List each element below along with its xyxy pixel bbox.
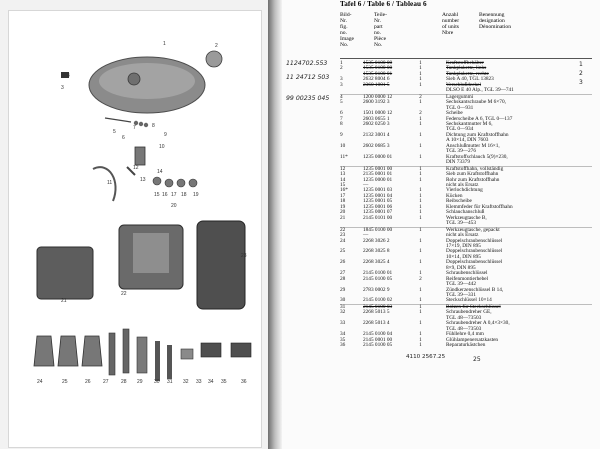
table-cell-designation: Tankplakette, rechte — [446, 70, 489, 77]
handwritten-mark: 25 — [473, 356, 481, 363]
table-cell-designation: TGL 39—276 — [446, 148, 476, 155]
table-cell-image-no: 3 — [340, 81, 343, 88]
table-cell-designation: A 10×14, DIN 7603 — [446, 137, 489, 144]
table-cell-designation: TGL 48—73503 — [446, 314, 482, 321]
callout-number: 20 — [171, 203, 177, 209]
table-cell-designation: Fühllehre 0,4 mm — [446, 331, 484, 338]
table-cell-part-no: 2783 0002 9 — [363, 286, 390, 293]
table-cell-image-no: 18 — [340, 198, 346, 205]
table-cell-part-no: 2145 0101 00 — [363, 214, 393, 221]
table-cell-qty: 1 — [419, 226, 422, 233]
table-cell-part-no: 1845 0100 00 — [363, 226, 393, 233]
header-col-image-no — [340, 12, 370, 49]
table-cell-part-no: 1501 0000 12 — [363, 110, 393, 117]
table-cell-designation: Federscheibe A 6, TGL 0—137 — [446, 115, 513, 122]
header-text: No. — [340, 42, 349, 49]
table-cell-image-no: 21 — [340, 214, 346, 221]
tank-cap-loose — [206, 51, 222, 67]
callout-number: 25 — [62, 379, 68, 385]
table-cell-designation: Scheibe — [446, 110, 463, 117]
table-cell-qty: 1 — [419, 153, 422, 160]
left-page — [0, 0, 268, 449]
callout-number: 32 — [183, 379, 189, 385]
callout-number: 7 — [133, 125, 136, 131]
table-cell-designation: Doppelschraubenschlüssel — [446, 259, 503, 266]
table-cell-image-no: 27 — [340, 270, 346, 277]
callout-number: 3 — [61, 85, 64, 91]
table-cell-qty: 2 — [419, 110, 422, 117]
header-text: of units — [442, 24, 459, 31]
table-cell-part-no: 1235 0001 06 — [363, 203, 393, 210]
header-col-designation — [479, 12, 589, 30]
callout-number: 13 — [140, 177, 146, 183]
table-cell-designation: Sieb zum Kraftstoffhahn — [446, 171, 499, 178]
table-cell-designation: Schraubenschlüssel — [446, 270, 488, 277]
table-cell-qty: 1 — [419, 320, 422, 327]
table-cell-part-no: 1235 0001 00 — [363, 165, 393, 172]
table-title: Tafel 6 / Table 6 / Tableau 6 — [340, 0, 427, 8]
handwritten-note: 1124702.553 — [286, 60, 328, 67]
callout-number: 29 — [137, 379, 143, 385]
wrench-3 — [82, 336, 102, 366]
callout-number: 6 — [122, 135, 125, 141]
screwdriver — [167, 345, 172, 379]
table-cell-designation: TGL 48—73503 — [446, 325, 482, 332]
callout-number: 16 — [162, 192, 168, 198]
table-cell-image-no: 29 — [340, 286, 346, 293]
table-cell-part-no: 2600 3192 3 — [363, 99, 390, 106]
table-cell-designation: TGL 39—442 — [446, 281, 476, 288]
table-cell-qty: 1 — [419, 131, 422, 138]
table-cell-designation: 17×19, DIN 895 — [446, 242, 481, 249]
table-cell-designation: Werkzeugtasche, gepackt — [446, 226, 500, 233]
tool-rod — [123, 329, 129, 373]
table-cell-designation: Anschlußmutter M 16×1, — [446, 142, 500, 149]
feeler-gauge — [181, 349, 193, 359]
table-cell-image-no: 20 — [340, 209, 346, 216]
table-cell-part-no: 1235 0000 01 — [363, 176, 393, 183]
header-text: no. — [374, 30, 381, 37]
callout-number: 21 — [61, 298, 67, 304]
callout-number: 27 — [103, 379, 109, 385]
callout-number: 30 — [154, 379, 160, 385]
callout-number: 10 — [159, 144, 165, 150]
table-cell-qty: 1 — [419, 99, 422, 106]
table-cell-image-no: 10 — [340, 142, 346, 149]
fitting — [189, 179, 197, 187]
table-cell-designation: TGL 0—934 — [446, 126, 474, 133]
table-cell-designation: Kraftstoffschlauch 5(9)×230, — [446, 153, 508, 160]
table-cell-qty: 1 — [419, 165, 422, 172]
wrench-1 — [34, 336, 54, 366]
callout-number: 12 — [133, 165, 139, 171]
callout-number: 5 — [113, 129, 116, 135]
table-cell-image-no: 36 — [340, 342, 346, 349]
fitting — [165, 179, 173, 187]
fitting — [177, 179, 185, 187]
table-cell-qty: 2 — [419, 275, 422, 282]
header-text: Nr. — [374, 18, 381, 25]
table-cell-qty: 1 — [419, 270, 422, 277]
callout-number: 14 — [157, 169, 163, 175]
header-text: no. — [340, 30, 347, 37]
table-cell-qty: 2 — [419, 93, 422, 100]
table-cell-image-no: 24 — [340, 237, 346, 244]
header-text: No. — [374, 42, 383, 49]
callout-number: 4 — [67, 73, 70, 79]
bolt-rod — [105, 118, 131, 122]
socket-wrench — [137, 337, 147, 373]
callout-number: 35 — [221, 379, 227, 385]
table-cell-qty: 1 — [419, 60, 422, 66]
tool-bag-right — [197, 221, 245, 309]
table-cell-image-no: 12 — [340, 165, 346, 172]
table-cell-designation: Zündkerzenschlüssel B 14, — [446, 286, 504, 293]
header-text: Bild- — [340, 12, 352, 18]
table-cell-image-no: 32 — [340, 309, 346, 316]
header-text: number — [442, 18, 460, 25]
table-cell-part-no: 2145 0100 03 — [363, 303, 393, 310]
table-cell-designation: Werkzeugtasche B, — [446, 214, 487, 221]
table-cell-part-no: — — [363, 181, 369, 188]
washer — [139, 122, 143, 126]
table-cell-designation: Reibscheibe — [446, 198, 472, 205]
table-cell-part-no: 1235 0001 04 — [363, 192, 393, 199]
table-cell-part-no: 1535 0100 01 — [363, 70, 393, 77]
repair-box — [231, 343, 251, 357]
fuel-valve — [135, 147, 145, 165]
tool-bag-left — [37, 247, 93, 299]
table-cell-designation: Verschlußdeckel — [446, 81, 482, 88]
table-cell-part-no: 2135 0001 01 — [363, 171, 393, 178]
table-cell-image-no: 3 — [340, 76, 343, 83]
table-cell-designation: Schraubendreher A 0,4×3×30, — [446, 320, 510, 327]
table-cell-qty: 1 — [419, 309, 422, 316]
table-cell-qty: 1 — [419, 336, 422, 343]
table-cell-image-no: 30 — [340, 297, 346, 304]
table-cell-part-no: 1200 0000 12 — [363, 93, 393, 100]
table-cell-qty: 1 — [419, 237, 422, 244]
table-cell-designation: nicht als Ersatz — [446, 181, 479, 188]
table-cell-designation: Schraubendreher GE, — [446, 309, 492, 316]
callout-number: 1 — [163, 41, 166, 47]
table-cell-designation: Steckschlüssel 10×14 — [446, 297, 492, 304]
table-cell-part-no: 2268 3025 8 — [363, 248, 390, 255]
table-cell-qty: 1 — [419, 331, 422, 338]
table-cell-qty: 1 — [419, 342, 422, 349]
table-cell-qty: 1 — [419, 70, 422, 77]
tool-rod — [109, 333, 115, 375]
table-cell-part-no: 1535 0100 00 — [363, 60, 393, 66]
table-cell-designation: Tankplakette, links — [446, 65, 487, 72]
table-cell-part-no: 2268 3026 2 — [363, 237, 390, 244]
parts-illustration — [9, 11, 261, 447]
table-cell-designation: Kücken — [446, 192, 463, 199]
callout-number: 9 — [164, 132, 167, 138]
table-cell-designation: Lagergummi — [446, 93, 474, 100]
parts-illustration-panel — [8, 10, 262, 448]
header-text: Benennung — [479, 12, 505, 18]
handwritten-mark: 4110 2567.25 — [406, 354, 446, 360]
table-cell-qty: 1 — [419, 297, 422, 304]
table-cell-designation: TGL 39—331 — [446, 292, 476, 299]
table-cell-part-no: 2268 5013 4 — [363, 320, 390, 327]
table-cell-image-no: 26 — [340, 259, 346, 266]
table-cell-qty: 1 — [419, 303, 422, 310]
table-cell-designation: Sechskantschraube M 6×70, — [446, 99, 506, 106]
table-cell-qty: 1 — [419, 192, 422, 199]
table-cell-designation: nicht als Ersatz — [446, 232, 479, 239]
callout-number: 31 — [167, 379, 173, 385]
handwritten-mark: 1 — [579, 61, 583, 68]
callout-number: 8 — [152, 123, 155, 129]
table-cell-designation: DLSO E 40 Alp., TGL 39—741 — [446, 87, 514, 94]
table-cell-qty: 1 — [419, 176, 422, 183]
table-cell-qty: 1 — [419, 187, 422, 194]
header-text: Anzahl — [442, 12, 459, 18]
table-cell-designation: Bolzen für Steckschlüssel — [446, 303, 501, 310]
parts-table — [340, 61, 592, 349]
wrench-2 — [58, 336, 78, 366]
table-cell-image-no: 17 — [340, 192, 346, 199]
handwritten-note: 11 24712 503 — [286, 74, 330, 81]
callout-number: 36 — [241, 379, 247, 385]
table-cell-designation: Schlauchanschluß — [446, 209, 485, 216]
table-cell-part-no: 2602 0685 3 — [363, 142, 390, 149]
table-cell-image-no: 11* — [340, 153, 348, 160]
header-text: Teile- — [374, 12, 387, 18]
fuel-tank-highlight — [99, 63, 195, 99]
table-cell-designation: Doppelschraubenschlüssel — [446, 237, 503, 244]
handwritten-mark: 3 — [579, 79, 583, 86]
table-cell-designation: Kraftstoffhahn, vollständig — [446, 165, 504, 172]
table-cell-part-no: 2632 8004 6 — [363, 76, 390, 83]
table-cell-part-no: 2145 0100 02 — [363, 297, 393, 304]
table-cell-designation: Kraftstoffbehälter — [446, 60, 484, 66]
table-cell-part-no: 1235 0001 03 — [363, 187, 393, 194]
table-cell-designation: Klemmfeder für Kraftstoffhahn — [446, 203, 513, 210]
table-cell-designation: Reifenmontierhebel — [446, 275, 489, 282]
header-text: Nbre — [442, 30, 454, 37]
table-cell-image-no: 6 — [340, 110, 343, 117]
header-text: Nr. — [340, 18, 347, 25]
header-text: fig. — [340, 24, 348, 31]
screwdriver — [155, 341, 160, 381]
header-col-part-no — [374, 12, 434, 49]
table-cell-image-no: 1 — [340, 60, 343, 66]
table-cell-designation: Doppelschraubenschlüssel — [446, 248, 503, 255]
table-cell-image-no: 4 — [340, 93, 343, 100]
table-cell-qty: 1 — [419, 286, 422, 293]
table-cell-image-no: 5 — [340, 99, 343, 106]
table-cell-qty: 1 — [419, 259, 422, 266]
header-separator — [340, 58, 592, 59]
table-cell-part-no: — — [363, 232, 369, 239]
table-cell-designation: TGL 39—453 — [446, 220, 476, 227]
table-cell-image-no: 31 — [340, 303, 346, 310]
table-cell-part-no: 2603 0655 1 — [363, 115, 390, 122]
table-cell-part-no: 1235 0000 01 — [363, 153, 393, 160]
callout-number: 26 — [85, 379, 91, 385]
callout-number: 23 — [241, 253, 247, 259]
table-cell-designation: 10×14, DIN 895 — [446, 253, 481, 260]
table-cell-qty: 1 — [419, 209, 422, 216]
table-cell-part-no: 2132 3001 4 — [363, 131, 390, 138]
header-col-qty — [442, 12, 472, 36]
callout-number: 11 — [107, 180, 113, 186]
callout-number: 34 — [208, 379, 214, 385]
table-cell-qty: 1 — [419, 214, 422, 221]
header-text: designation — [479, 18, 505, 25]
table-cell-designation: TGL 0—931 — [446, 104, 474, 111]
table-cell-designation: Glühlampenersatzkasten — [446, 336, 499, 343]
callout-number: 15 — [154, 192, 160, 198]
table-cell-part-no: 1235 0001 07 — [363, 209, 393, 216]
table-cell-part-no: 2145 0001 00 — [363, 336, 393, 343]
callout-number: 33 — [196, 379, 202, 385]
table-cell-part-no: 2145 0100 04 — [363, 331, 393, 338]
header-text: part — [374, 24, 383, 31]
table-cell-image-no: 28 — [340, 275, 346, 282]
table-cell-image-no: 22 — [340, 226, 346, 233]
table-cell-image-no: 34 — [340, 331, 346, 338]
table-cell-part-no: 2602 0250 3 — [363, 120, 390, 127]
table-cell-qty: 1 — [419, 198, 422, 205]
table-cell-part-no: 2360 1001 5 — [363, 81, 390, 88]
table-cell-part-no: 2268 3025 4 — [363, 259, 390, 266]
table-cell-qty: 1 — [419, 115, 422, 122]
handwritten-note: 99 00235 045 — [286, 95, 330, 102]
table-cell-designation: Vierlochdichtung — [446, 187, 483, 194]
fitting — [153, 177, 161, 185]
table-cell-designation: 8×9, DIN 895 — [446, 264, 476, 271]
handwritten-mark: 2 — [579, 70, 583, 77]
table-cell-qty: 1 — [419, 248, 422, 255]
table-cell-qty: 1 — [419, 142, 422, 149]
tool-bag-contents — [133, 233, 169, 273]
table-cell-image-no: 8 — [340, 120, 343, 127]
callout-number: 2 — [215, 43, 218, 49]
callout-number: 18 — [181, 192, 187, 198]
table-cell-part-no: 2145 0100 01 — [363, 270, 393, 277]
table-cell-image-no: 2 — [340, 65, 343, 72]
table-cell-designation: Dichtung zum Kraftstoffhahn — [446, 131, 509, 138]
table-cell-image-no: 15 — [340, 181, 346, 188]
callout-number: 19 — [193, 192, 199, 198]
tools-row — [34, 329, 251, 381]
callout-number: 22 — [121, 291, 127, 297]
bulb-box — [201, 343, 221, 357]
table-cell-qty: 1 — [419, 171, 422, 178]
table-cell-qty: 1 — [419, 120, 422, 127]
washer — [144, 123, 148, 127]
header-text: Image — [340, 36, 354, 43]
table-cell-image-no: 9 — [340, 131, 343, 138]
callout-number: 24 — [37, 379, 43, 385]
table-cell-designation: DIN 73379 — [446, 159, 470, 166]
table-cell-image-no: 14 — [340, 176, 346, 183]
callout-number: 17 — [171, 192, 177, 198]
table-cell-qty: 1 — [419, 65, 422, 72]
right-page — [282, 0, 600, 449]
table-cell-image-no: 25 — [340, 248, 346, 255]
table-cell-image-no: 19 — [340, 203, 346, 210]
tank-cap — [128, 73, 140, 85]
table-row — [340, 343, 592, 348]
table-cell-image-no: 7 — [340, 115, 343, 122]
book-spine-shadow — [268, 0, 282, 449]
table-cell-qty: 1 — [419, 81, 422, 88]
table-cell-designation: Reparaturkästchen — [446, 342, 486, 349]
table-cell-image-no: 33 — [340, 320, 346, 327]
table-cell-designation: Sechskantmutter M 6, — [446, 120, 493, 127]
table-cell-part-no: 2268 5013 5 — [363, 309, 390, 316]
header-text: Dénomination — [479, 24, 512, 31]
table-cell-image-no: 23 — [340, 232, 346, 239]
table-cell-image-no: 13 — [340, 171, 346, 178]
table-cell-designation: Rohr zum Kraftstoffhahn — [446, 176, 500, 183]
table-cell-part-no: 1235 0001 05 — [363, 198, 393, 205]
table-cell-image-no: 35 — [340, 336, 346, 343]
table-cell-image-no: 16* — [340, 187, 348, 194]
callout-number: 28 — [121, 379, 127, 385]
header-text: Pièce — [374, 36, 387, 43]
table-cell-part-no: 1535 0100 00 — [363, 65, 393, 72]
table-cell-part-no: 2145 0100 05 — [363, 275, 393, 282]
table-cell-qty: 1 — [419, 76, 422, 83]
table-cell-designation: Sieb A 40, TGL 13823 — [446, 76, 494, 83]
table-cell-part-no: 2145 0100 05 — [363, 342, 393, 349]
table-cell-qty: 1 — [419, 203, 422, 210]
